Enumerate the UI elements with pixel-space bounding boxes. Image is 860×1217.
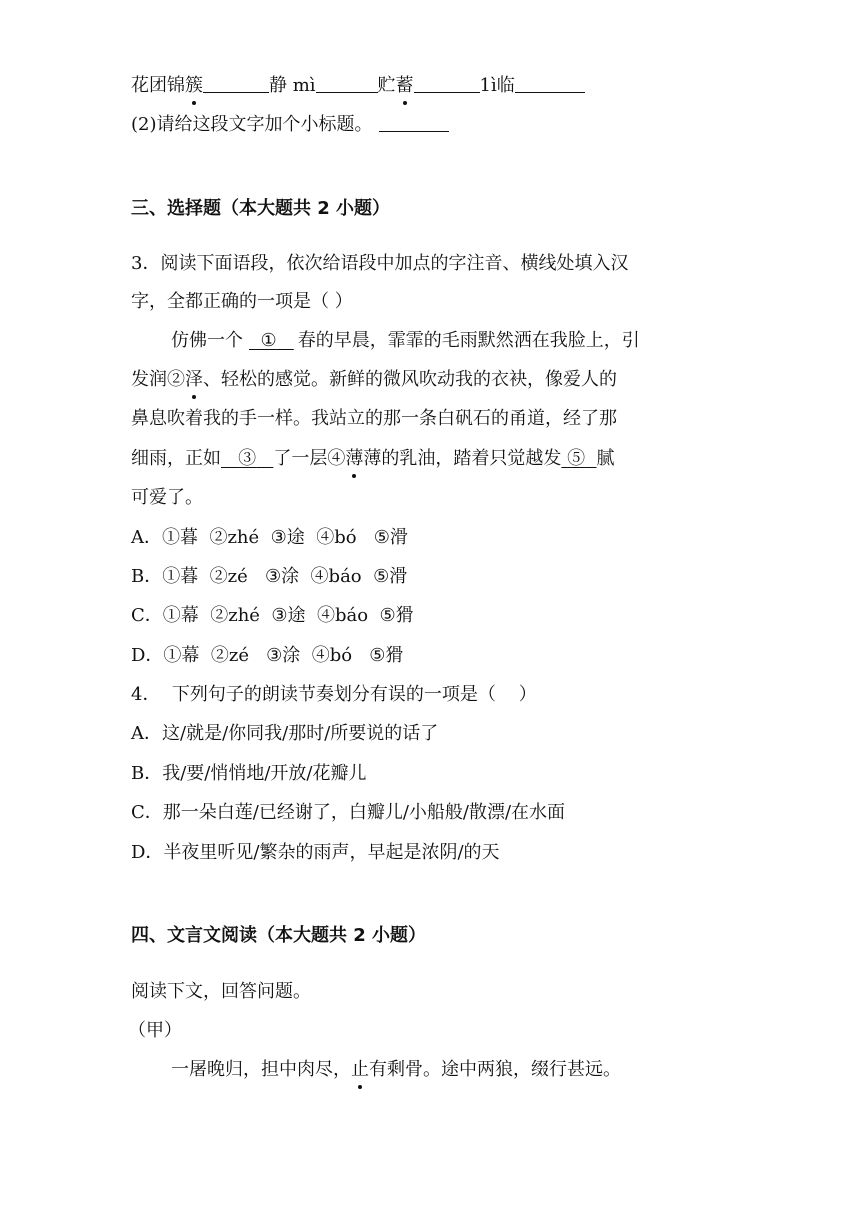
reading-intro: 阅读下文，回答问题。 [131, 981, 311, 1002]
q3-stem-1: 3．阅读下面语段，依次给语段中加点的字注音、横线处填入汉 [131, 253, 629, 274]
answer-blank[interactable] [515, 74, 585, 93]
q3-option-d[interactable]: D．①幕 ②zé ③涂 ④bó ⑤猾 [131, 645, 404, 666]
blank-mark-1-label: ① [260, 330, 277, 351]
vocab-word-4: 1ì临 [479, 75, 515, 96]
passage-text: 春的早晨，霏霏的毛雨默然洒在我脸上，引 [297, 330, 640, 351]
dotted-char: 蓄 [395, 75, 414, 96]
blank-mark-5-label: ⑤ [567, 448, 586, 469]
section-title-3: 三、选择题（本大题共 2 小题） [131, 198, 391, 219]
blank-mark-1 [249, 330, 294, 351]
q4-stem: 4． 下列句子的朗读节奏划分有误的一项是（ ） [131, 684, 537, 705]
reading-text-part: 有剩骨。途中两狼，缀行甚远。 [369, 1059, 621, 1080]
vocab-word-3: 贮 [377, 75, 396, 96]
passage-text: 、轻松的感觉。新鲜的微风吹动我的衣袂，像爱人的 [203, 369, 617, 390]
q3-option-b[interactable]: B．①暮 ②zé ③涂 ④báo ⑤滑 [131, 566, 408, 587]
subtitle-question [131, 113, 449, 137]
q3-passage-line-3: 鼻息吹着我的手一样。我站立的那一条白矾石的甬道，经了那 [131, 408, 617, 429]
dotted-char: 簇 [185, 75, 203, 96]
subtitle-question-text: (2)请给这段文字加个小标题。 [131, 114, 373, 135]
section-title-4: 四、文言文阅读（本大题共 2 小题） [131, 925, 427, 946]
dotted-char: 薄 [345, 448, 364, 469]
answer-blank[interactable] [316, 74, 378, 93]
q3-passage-line-5: 可爱了。 [131, 487, 203, 508]
passage-text: 仿佛一个 [171, 330, 243, 351]
passage-text: 腻 [596, 448, 615, 469]
answer-blank[interactable] [379, 113, 449, 132]
answer-blank[interactable] [203, 74, 269, 93]
q3-stem-2: 字，全都正确的一项是（ ） [131, 291, 353, 312]
blank-mark-3 [221, 448, 273, 469]
q4-option-d[interactable]: D．半夜里听见/繁杂的雨声，早起是浓阴/的天 [131, 842, 500, 863]
q3-passage-line-2 [131, 368, 617, 392]
passage-text: 了一层④ [273, 448, 346, 469]
q4-option-c[interactable]: C．那一朵白莲/已经谢了，白瓣儿/小船般/散漂/在水面 [131, 802, 566, 823]
passage-text: 薄的乳油，踏着只觉越发 [363, 448, 562, 469]
answer-blank[interactable] [414, 74, 480, 93]
reading-text-part: 一屠晚归，担中肉尽， [171, 1059, 351, 1080]
q4-option-b[interactable]: B．我/要/悄悄地/开放/花瓣儿 [131, 763, 367, 784]
passage-text: 发润② [131, 369, 185, 390]
vocab-word-2: 静 mì [269, 75, 316, 96]
passage-text: 细雨，正如 [131, 448, 221, 469]
q3-passage-line-1 [171, 329, 640, 353]
q3-passage-line-4 [131, 447, 615, 471]
dotted-char: 泽 [185, 369, 203, 390]
dotted-char: 止 [351, 1059, 369, 1080]
q4-option-a[interactable]: A．这/就是/你同我/那时/所要说的话了 [131, 723, 439, 744]
q3-option-c[interactable]: C．①幕 ②zhé ③途 ④báo ⑤猾 [131, 605, 414, 626]
reading-label: （甲） [128, 1020, 182, 1041]
blank-mark-5 [561, 448, 596, 469]
reading-text [171, 1058, 621, 1082]
blank-mark-3-label: ③ [238, 448, 257, 469]
vocab-word-1: 花团锦 [131, 75, 185, 96]
vocab-line [131, 74, 585, 98]
q3-option-a[interactable]: A．①暮 ②zhé ③途 ④bó ⑤滑 [131, 527, 408, 548]
